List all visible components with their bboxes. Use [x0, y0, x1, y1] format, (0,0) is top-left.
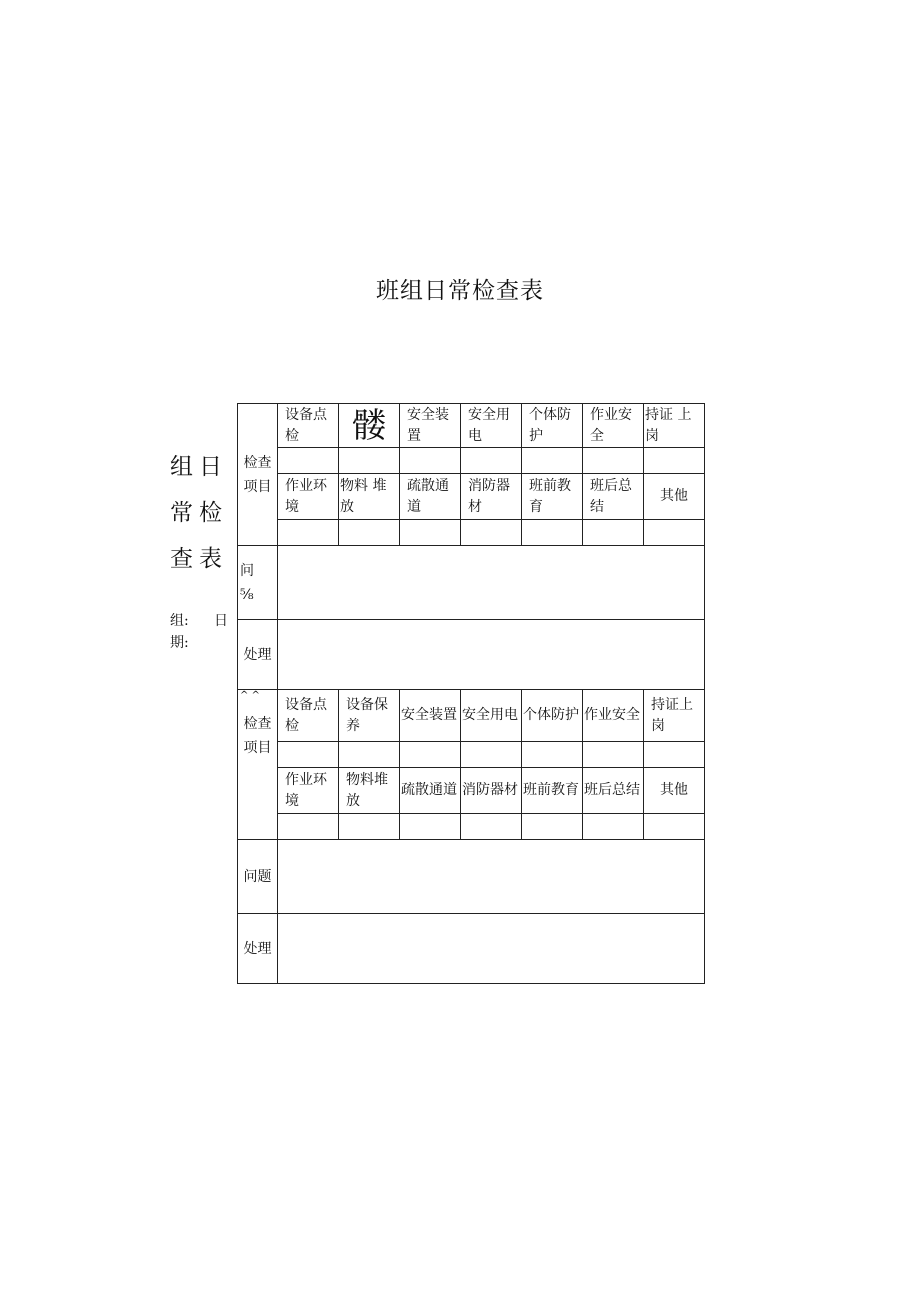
check-cell[interactable] [278, 448, 339, 474]
check-cell[interactable] [461, 814, 522, 840]
item-header: 消防器材 [461, 768, 522, 814]
problem-field[interactable] [278, 546, 705, 620]
problem-label: 问题 [238, 840, 278, 914]
item-header: 其他 [644, 474, 705, 520]
problem-label: 问 ⅝ [238, 546, 278, 620]
check-cell[interactable] [522, 742, 583, 768]
check-cell[interactable] [339, 520, 400, 546]
check-cell[interactable] [461, 448, 522, 474]
check-cell[interactable] [644, 448, 705, 474]
check-cell[interactable] [400, 520, 461, 546]
item-header: 班后总结 [583, 768, 644, 814]
check-cell[interactable] [522, 814, 583, 840]
check-cell[interactable] [583, 520, 644, 546]
item-header: 安全装置 [400, 690, 461, 742]
check-cell[interactable] [644, 520, 705, 546]
item-header: 消防器材 [461, 474, 522, 520]
item-header: 作业环境 [278, 768, 339, 814]
page-title: 班组日常检查表 [376, 278, 544, 304]
item-header: 作业安全 [583, 404, 644, 448]
item-header: 班前教育 [522, 474, 583, 520]
check-cell[interactable] [400, 814, 461, 840]
inspect-items-label [238, 404, 278, 546]
item-header: 持证 上岗 [644, 404, 705, 448]
handle-field[interactable] [278, 620, 705, 690]
check-cell[interactable] [400, 742, 461, 768]
item-header: 个体防护 [522, 690, 583, 742]
item-header: 物料堆放 [339, 768, 400, 814]
group-label: 组: [170, 613, 189, 629]
item-header: 设备保养 [339, 690, 400, 742]
check-cell[interactable] [461, 520, 522, 546]
inspection-form-2 [237, 689, 705, 984]
check-cell[interactable] [522, 520, 583, 546]
check-cell[interactable] [339, 742, 400, 768]
check-cell[interactable] [583, 448, 644, 474]
check-cell[interactable] [278, 742, 339, 768]
item-header: 设备点检 [278, 690, 339, 742]
date-label: 日 [214, 613, 228, 629]
date-label-cont: 期: [170, 635, 189, 651]
item-header: 疏散通道 [400, 768, 461, 814]
check-cell[interactable] [522, 448, 583, 474]
group-date-info [170, 610, 228, 654]
check-cell[interactable] [644, 742, 705, 768]
side-title-line: 组日 [170, 454, 228, 480]
check-cell[interactable] [461, 742, 522, 768]
handle-label: 处理 [238, 620, 278, 690]
check-cell[interactable] [339, 448, 400, 474]
check-cell[interactable] [278, 814, 339, 840]
handle-label: 处理 [238, 914, 278, 984]
item-header: 髅 [339, 404, 400, 448]
side-title-line: 查表 [170, 546, 228, 572]
corner-mark: ^ ^ [240, 690, 260, 701]
check-cell[interactable] [278, 520, 339, 546]
item-header: 疏散通道 [400, 474, 461, 520]
item-header: 安全用电 [461, 690, 522, 742]
inspect-items-text: 检查项目 [243, 716, 272, 756]
check-cell[interactable] [583, 814, 644, 840]
handle-field[interactable] [278, 914, 705, 984]
problem-field[interactable] [278, 840, 705, 914]
item-header: 设备点检 [278, 404, 339, 448]
item-header: 物料 堆放 [339, 474, 400, 520]
side-title [170, 444, 232, 582]
item-header: 作业安全 [583, 690, 644, 742]
check-cell[interactable] [339, 814, 400, 840]
item-header: 持证上岗 [644, 690, 705, 742]
inspect-items-text: 检查项目 [243, 454, 272, 495]
item-header: 安全用电 [461, 404, 522, 448]
side-title-line: 常检 [170, 500, 228, 526]
item-header: 班后总结 [583, 474, 644, 520]
check-cell[interactable] [583, 742, 644, 768]
item-header: 班前教育 [522, 768, 583, 814]
item-header: 安全装置 [400, 404, 461, 448]
item-header: 个体防护 [522, 404, 583, 448]
check-cell[interactable] [400, 448, 461, 474]
inspect-items-label [238, 690, 278, 840]
inspection-form-1 [237, 403, 705, 690]
item-header: 其他 [644, 768, 705, 814]
item-header: 作业环境 [278, 474, 339, 520]
check-cell[interactable] [644, 814, 705, 840]
